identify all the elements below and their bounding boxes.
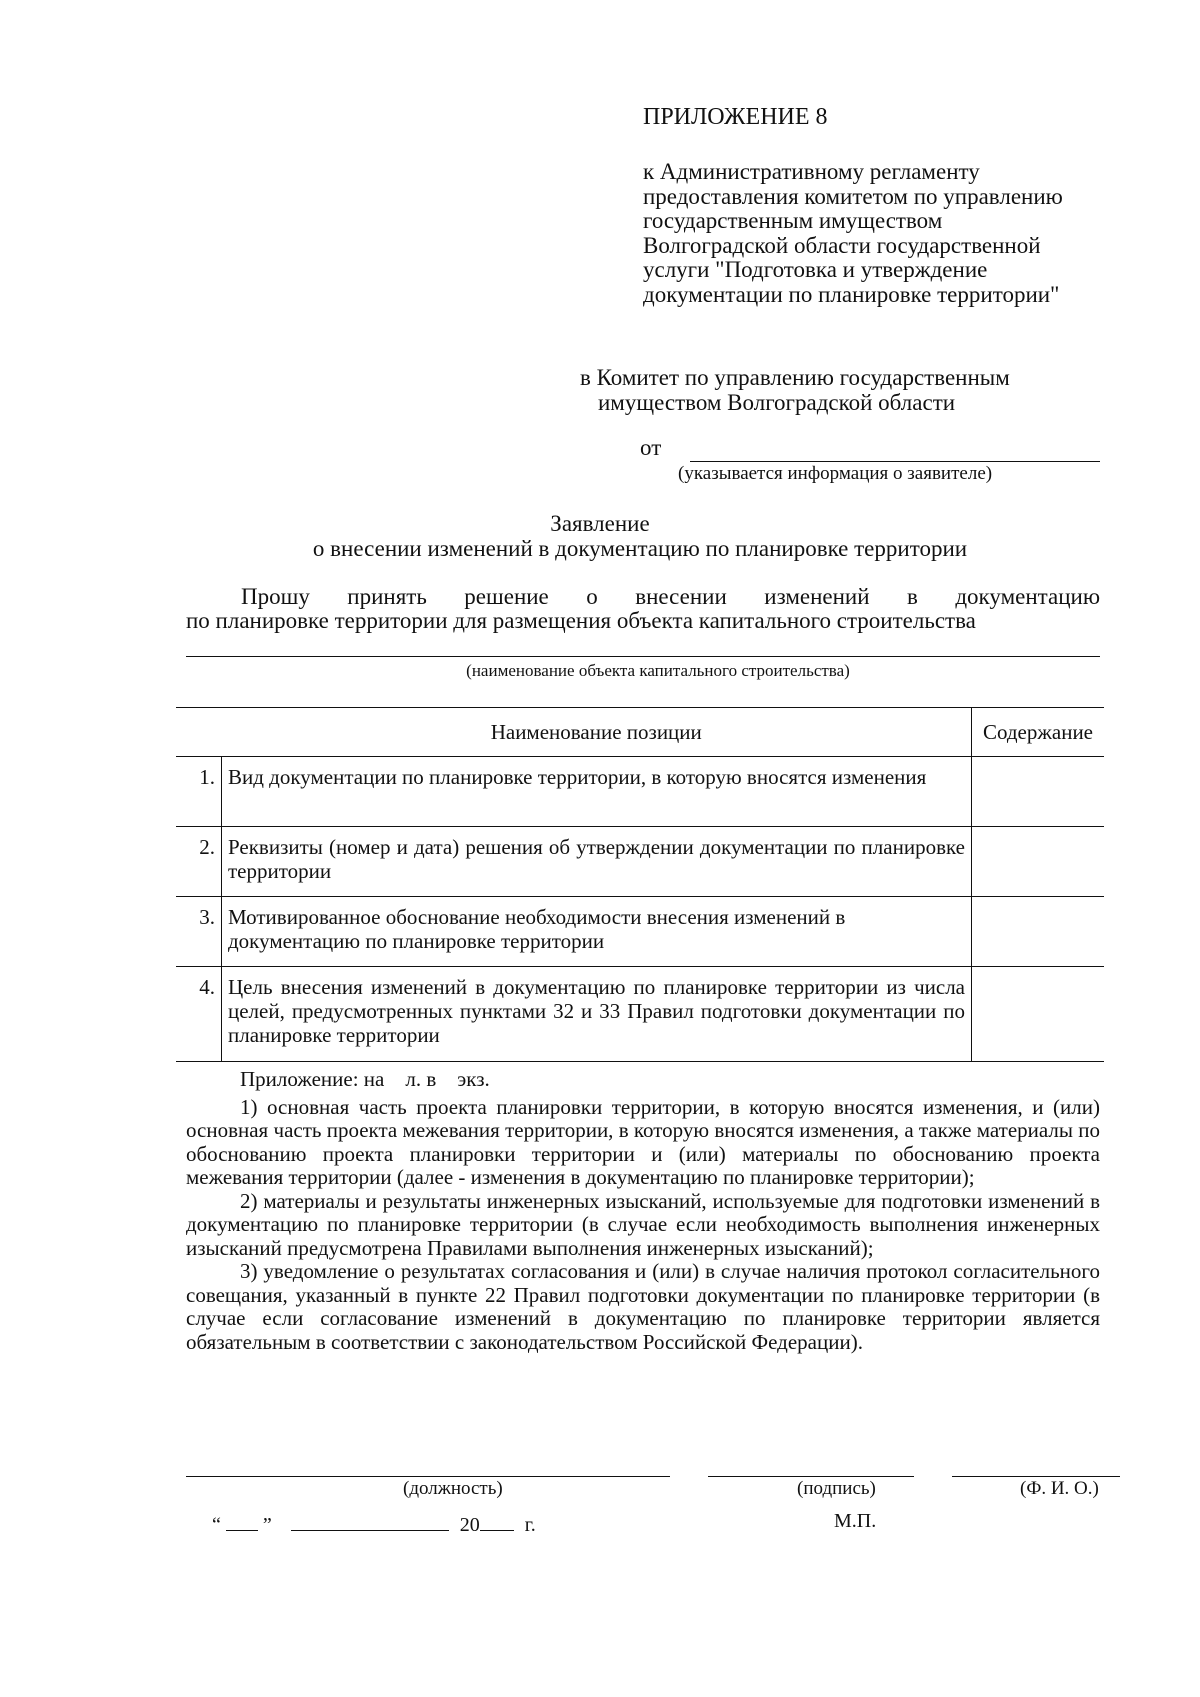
appendix-title: ПРИЛОЖЕНИЕ 8 [643,104,828,130]
row-content-cell[interactable] [972,757,1105,827]
stamp-placeholder: М.П. [834,1510,877,1532]
row-content-cell[interactable] [972,897,1105,967]
month-field[interactable] [291,1512,449,1531]
table-header-name: Наименование позиции [222,708,972,757]
signature-hint: (подпись) [797,1478,876,1499]
table-header-number [176,708,222,757]
attachment-item: 1) основная часть проекта планировки территории, в которую вносятся изменения, и (или) основная часть проекта межевания территории, в которую вносятся изменения, а также материалы по обоснованию проекта планировки территории и (или) материалы по обоснованию проекта межевания территории (далее - изменения в документацию по планировке территории); [186,1094,1100,1189]
appendix-line: Волгоградской области государственной [643,232,1041,258]
date-row [212,1512,536,1537]
attachment-item: 3) уведомление о результатах согласования и (или) в случае наличия протокол согласительного совещания, указанный в пункте 22 Правил подготовки документации по планировке территории (в случае если согласование изменений в документацию по планировке территории является обязательным в соответствии с законодательством Российской Федерации). [186,1259,1100,1354]
applicant-hint: (указывается информация о заявителе) [678,463,993,484]
position-field[interactable] [186,1476,670,1477]
row-number: 2. [176,827,222,897]
appendix-line: услуги "Подготовка и утверждение [643,257,988,282]
attachment-section [186,1068,1100,1354]
request-line: по планировке территории для размещения объекта капитального строительства [186,608,976,633]
attachment-item: 2) материалы и результаты инженерных изысканий, используемые для подготовки изменений в документацию по планировке территории (в случае если необходимость выполнения инженерных изысканий предусмотрена Правилами выполнения инженерных изысканий); [186,1188,1100,1260]
document-title: Заявление [550,511,650,536]
appendix-line: государственным имуществом [643,208,943,233]
row-number: 3. [176,897,222,967]
day-field[interactable] [226,1512,258,1531]
full-name-field[interactable] [952,1476,1120,1477]
year-field[interactable] [480,1512,514,1531]
row-number: 1. [176,757,222,827]
date-open-quote: “ [212,1514,221,1536]
applicant-field[interactable] [690,461,1100,462]
addressee-line: имуществом Волгоградской области [598,390,956,415]
full-name-hint: (Ф. И. О.) [1020,1478,1099,1499]
appendix-line: к Административному регламенту [643,159,980,184]
year-suffix: г. [524,1514,536,1536]
attachment-header: Приложение: на л. в экз. [240,1067,490,1091]
position-hint: (должность) [403,1478,503,1499]
row-name: Цель внесения изменений в документацию по планировке территории из числа целей, предусмотренных пунктами 32 и 33 Правил подготовки документации по планировке территории [222,967,972,1062]
appendix-reference [643,160,1063,307]
row-number: 4. [176,967,222,1062]
table-header-row [176,708,1104,757]
table-row [176,897,1104,967]
table-row [176,827,1104,897]
from-label: от [640,435,662,460]
row-name: Мотивированное обоснование необходимости внесения изменений в документацию по планировке территории [222,897,972,967]
table-header-content: Содержание [972,708,1105,757]
table-row [176,967,1104,1062]
positions-table [176,707,1104,1062]
addressee-block [580,365,1010,415]
row-name: Реквизиты (номер и дата) решения об утверждении документации по планировке территории [222,827,972,897]
table-row [176,757,1104,827]
row-content-cell[interactable] [972,967,1105,1062]
year-prefix: 20 [459,1514,480,1536]
appendix-line: предоставления комитетом по управлению [643,183,1063,209]
addressee-line: в Комитет по управлению государственным [580,365,1010,390]
request-line: Прошу принять решение о внесении изменений в документацию [241,584,1100,609]
object-name-hint: (наименование объекта капитального строительства) [466,661,850,680]
signature-field[interactable] [708,1476,914,1477]
request-paragraph [186,585,1100,633]
appendix-line: документации по планировке территории" [643,281,1060,307]
row-name: Вид документации по планировке территории, в которую вносятся изменения [222,757,972,827]
date-close-quote: ” [262,1514,272,1536]
row-content-cell[interactable] [972,827,1105,897]
document-subtitle: о внесении изменений в документацию по планировке территории [312,536,968,561]
object-name-field[interactable] [186,656,1100,657]
